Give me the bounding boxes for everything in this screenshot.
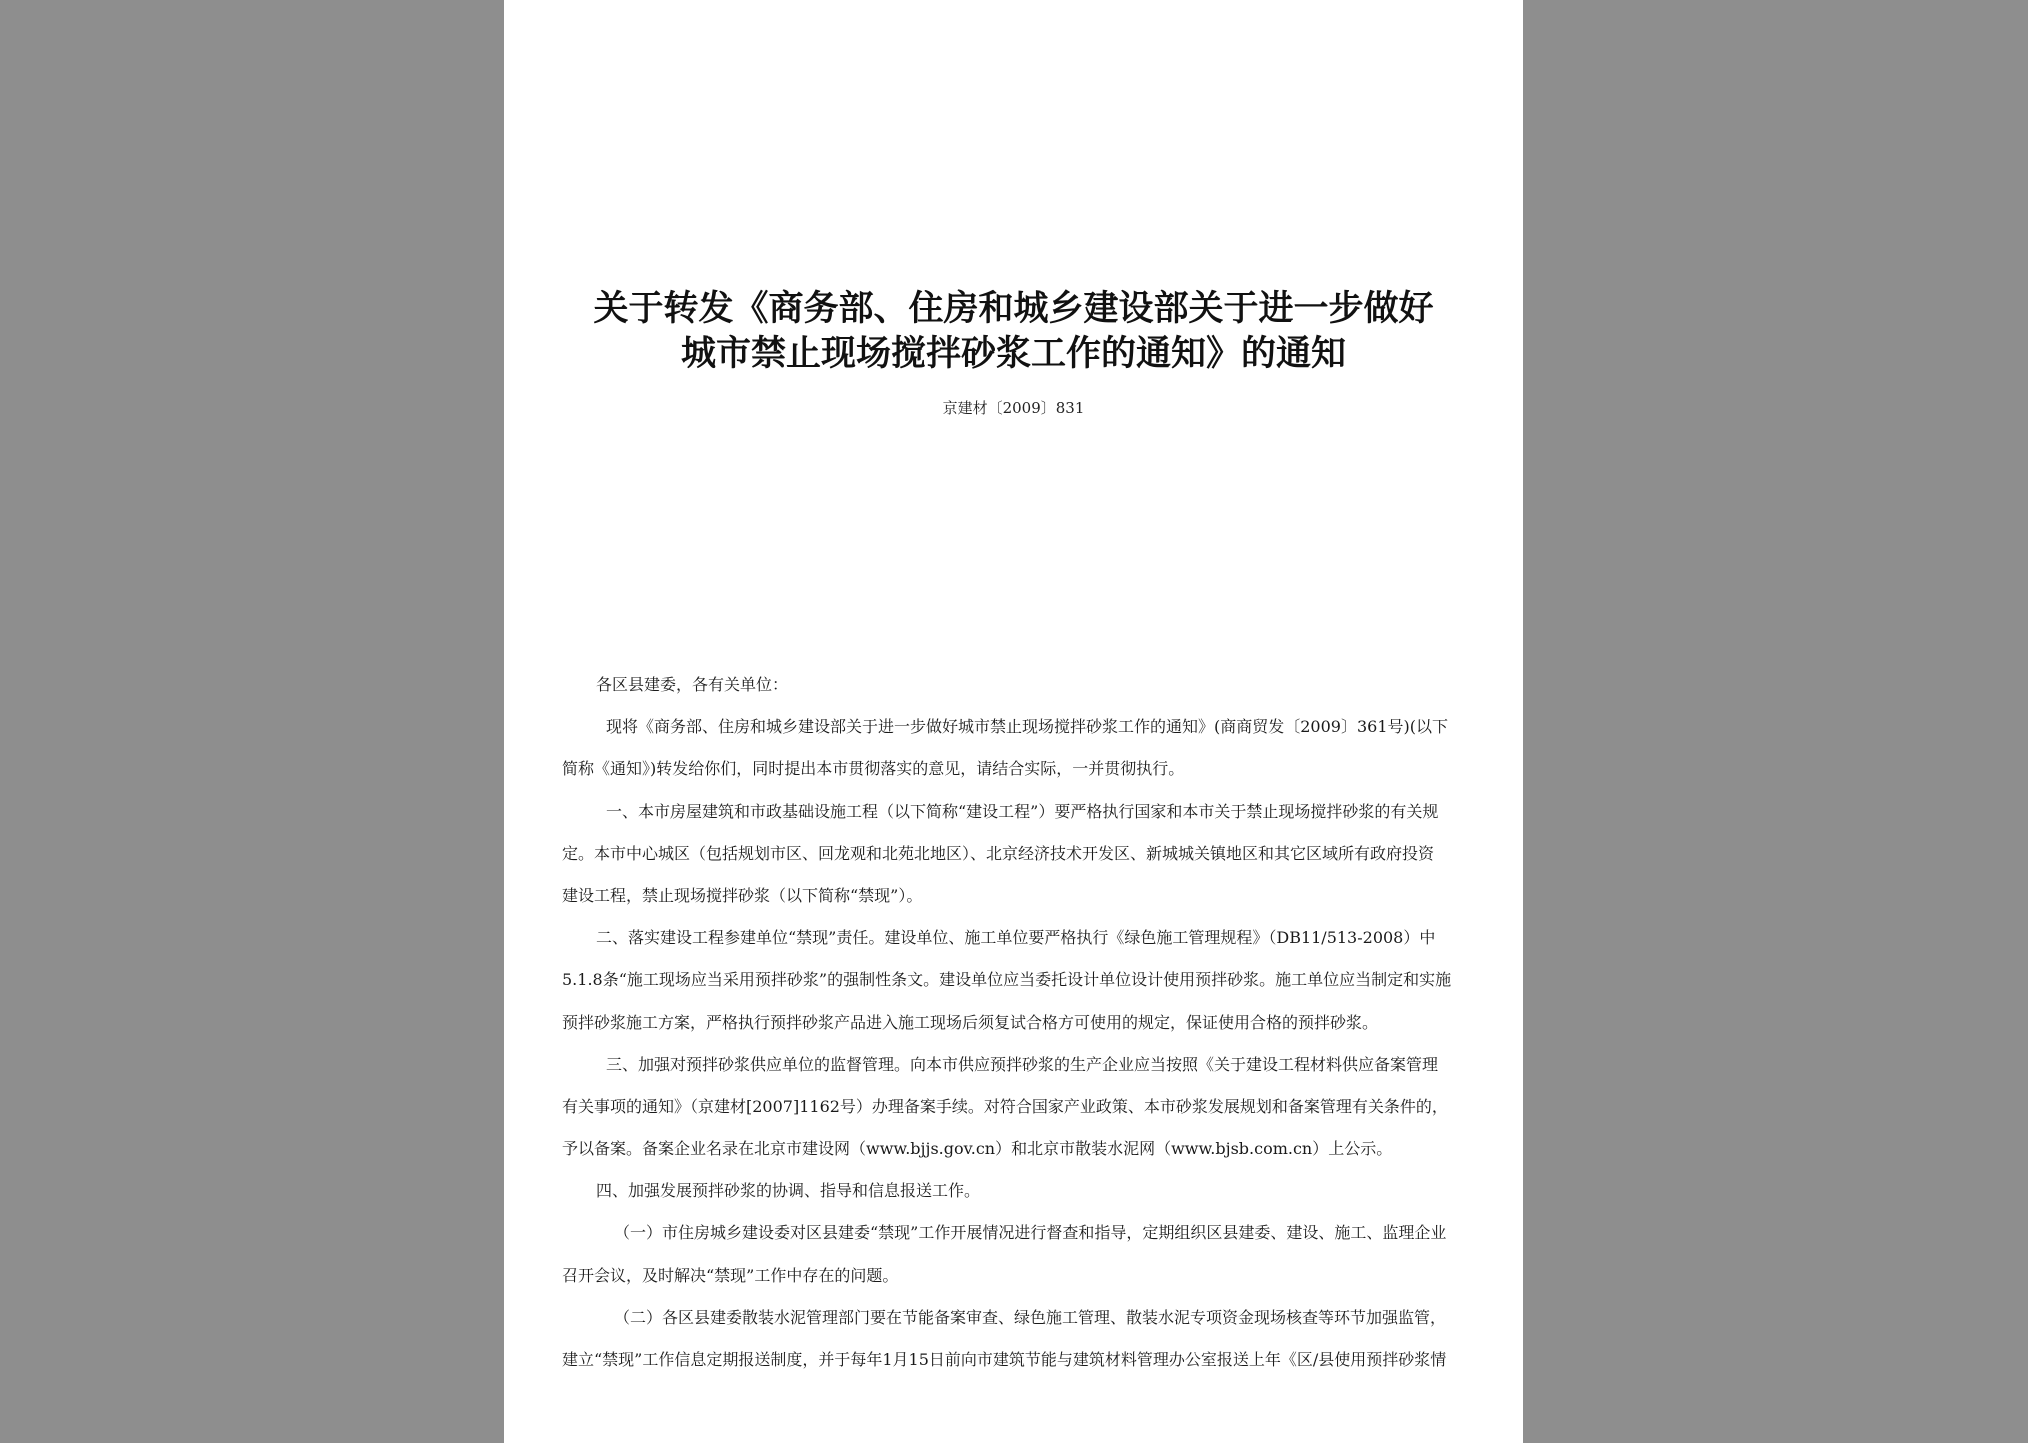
salutation: 各区县建委，各有关单位：	[596, 675, 789, 694]
body-line: 定。本市中心城区（包括规划市区、回龙观和北苑北地区）、北京经济技术开发区、新城城关镇地区和其它区域所有政府投资	[562, 843, 1435, 863]
body-line: 三、加强对预拌砂浆供应单位的监督管理。向本市供应预拌砂浆的生产企业应当按照《关于建设工程材料供应备案管理	[606, 1054, 1439, 1074]
body-line: 召开会议，及时解决“禁现”工作中存在的问题。	[562, 1265, 899, 1285]
body-line: 建设工程，禁止现场搅拌砂浆（以下简称“禁现”）。	[562, 885, 923, 905]
title-line-2: 城市禁止现场搅拌砂浆工作的通知》的通知	[680, 334, 1346, 374]
body-line: 有关事项的通知》（京建材[2007]1162号）办理备案手续。对符合国家产业政策、本市砂浆发展规划和备案管理有关条件的，	[562, 1096, 1448, 1116]
document-body	[562, 673, 1472, 1390]
body-line: 预拌砂浆施工方案，严格执行预拌砂浆产品进入施工现场后须复试合格方可使用的规定，保证使用合格的预拌砂浆。	[562, 1012, 1379, 1032]
body-line: 建立“禁现”工作信息定期报送制度，并于每年1月15日前向市建筑节能与建筑材料管理办公室报送上年《区/县使用预拌砂浆情	[562, 1350, 1447, 1369]
document-title	[544, 287, 1483, 377]
body-line: 予以备案。备案企业名录在北京市建设网（www.bjjs.gov.cn）和北京市散装水泥网（www.bjsb.com.cn）上公示。	[562, 1139, 1393, 1159]
body-line: （二）各区县建委散装水泥管理部门要在节能备案审查、绿色施工管理、散装水泥专项资金现场核查等环节加强监管，	[614, 1307, 1447, 1327]
body-line: 简称《通知》)转发给你们，同时提出本市贯彻落实的意见，请结合实际，一并贯彻执行。	[562, 759, 1185, 779]
body-line: 5.1.8条“施工现场应当采用预拌砂浆”的强制性条文。建设单位应当委托设计单位设计使用预拌砂浆。施工单位应当制定和实施	[562, 970, 1452, 990]
body-line: （一）市住房城乡建设委对区县建委“禁现”工作开展情况进行督查和指导，定期组织区县建委、建设、施工、监理企业	[614, 1223, 1447, 1243]
body-line: 一、本市房屋建筑和市政基础设施工程（以下简称“建设工程”）要严格执行国家和本市关于禁止现场搅拌砂浆的有关规	[606, 801, 1439, 821]
body-line: 四、加强发展预拌砂浆的协调、指导和信息报送工作。	[596, 1181, 981, 1201]
body-line: 二、落实建设工程参建单位“禁现”责任。建设单位、施工单位要严格执行《绿色施工管理规程》（DB11/513-2008）中	[596, 928, 1436, 948]
title-line-1: 关于转发《商务部、住房和城乡建设部关于进一步做好	[593, 289, 1434, 329]
document-number: 京建材〔2009〕831	[942, 399, 1085, 417]
document-page	[504, 0, 1523, 1443]
body-line: 现将《商务部、住房和城乡建设部关于进一步做好城市禁止现场搅拌砂浆工作的通知》(商商贸发〔2009〕361号)(以下	[606, 717, 1448, 737]
